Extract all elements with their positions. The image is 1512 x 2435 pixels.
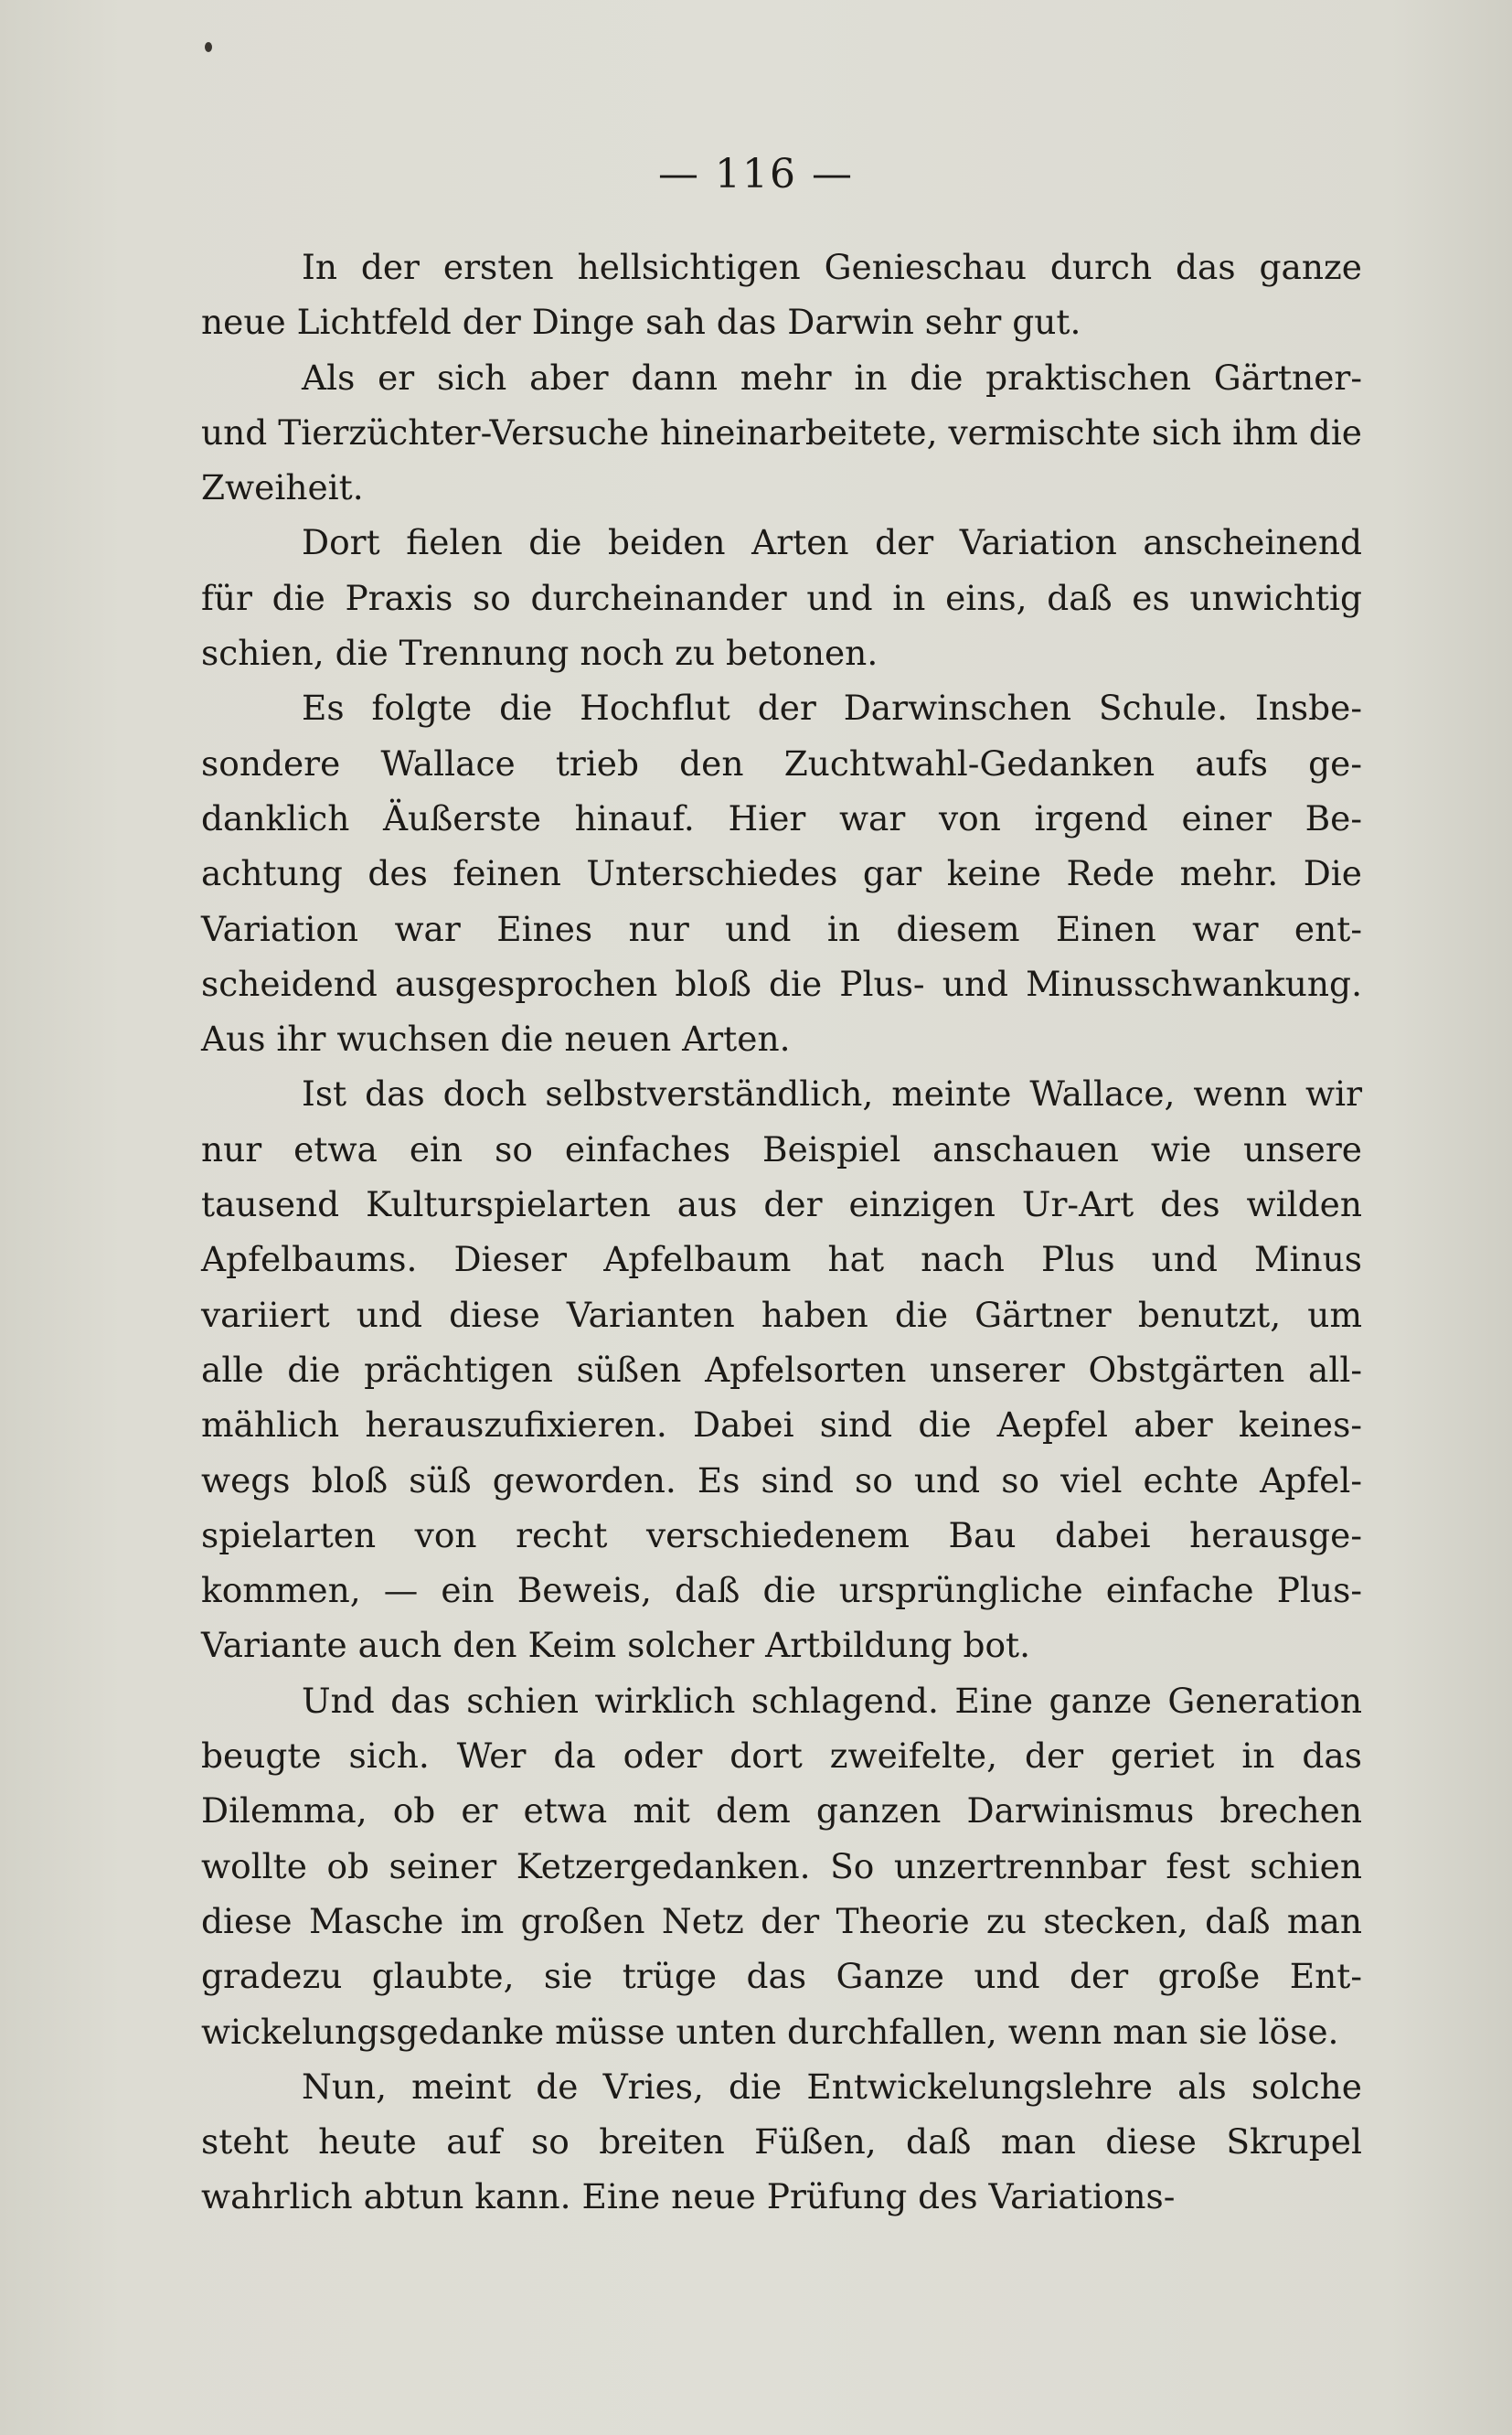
text-line: neue Lichtfeld der Dinge sah das Darwin sehr gut. — [201, 302, 1081, 343]
text-line: variiert und diese Varianten haben die Gärtner benutzt, um — [201, 1294, 1362, 1335]
text-line: steht heute auf so breiten Füßen, daß man diese Skrupel — [201, 2121, 1362, 2163]
text-line: für die Praxis so durcheinander und in eins, daß es unwichtig — [201, 577, 1362, 618]
text-line: sondere Wallace trieb den Zuchtwahl-Gedanken aufs ge- — [201, 742, 1362, 784]
text-line: Variante auch den Keim solcher Artbildung bot. — [201, 1625, 1031, 1666]
paragraph — [201, 680, 1362, 1066]
text-line: Nun, meint de Vries, die Entwickelungslehre als solche — [302, 2066, 1362, 2107]
text-line: kommen, — ein Beweis, daß die ursprüngliche einfache Plus- — [201, 1570, 1362, 1611]
text-line: Zweiheit. — [201, 467, 364, 508]
text-line: danklich Äußerste hinauf. Hier war von irgend einer Be- — [201, 797, 1362, 838]
paragraph — [201, 515, 1362, 680]
text-line: Ist das doch selbstverständlich, meinte Wallace, wenn wir — [302, 1073, 1362, 1115]
text-line: scheidend ausgesprochen bloß die Plus- und Minusschwankung. — [201, 963, 1362, 1004]
text-line: wollte ob seiner Ketzergedanken. So unzertrennbar fest schien — [201, 1845, 1362, 1886]
text-line: diese Masche im großen Netz der Theorie zu stecken, daß man — [201, 1900, 1362, 1941]
text-line: Aus ihr wuchsen die neuen Arten. — [201, 1019, 791, 1060]
text-line: wahrlich abtun kann. Eine neue Prüfung des Variations- — [201, 2176, 1176, 2217]
text-line: Dilemma, ob er etwa mit dem ganzen Darwinismus brechen — [201, 1790, 1362, 1832]
paragraph — [201, 1066, 1362, 1672]
text-line: spielarten von recht verschiedenem Bau dabei herausge- — [201, 1514, 1362, 1555]
text-line: Und das schien wirklich schlagend. Eine ganze Generation — [302, 1680, 1362, 1721]
text-line: Apfelbaums. Dieser Apfelbaum hat nach Plus und Minus — [201, 1239, 1362, 1280]
text-line: gradezu glaubte, sie trüge das Ganze und der große Ent- — [201, 1956, 1362, 1997]
page-number: — 116 — — [658, 151, 854, 198]
text-line: beugte sich. Wer da oder dort zweifelte, der geriet in das — [201, 1735, 1362, 1777]
paragraph — [201, 350, 1362, 516]
text-line: Dort fielen die beiden Arten der Variation anscheinend — [302, 522, 1362, 563]
text-line: alle die prächtigen süßen Apfelsorten unserer Obstgärten all- — [201, 1349, 1362, 1390]
text-line: Variation war Eines nur und in diesem Einen war ent- — [201, 908, 1362, 949]
text-line: achtung des feinen Unterschiedes gar keine Rede mehr. Die — [201, 853, 1362, 894]
body-text — [201, 240, 1362, 2225]
paragraph — [201, 1673, 1362, 2059]
text-line: tausend Kulturspielarten aus der einzigen Ur-Art des wilden — [201, 1184, 1362, 1225]
paragraph — [201, 2059, 1362, 2225]
ink-speck — [205, 42, 212, 52]
text-line: Es folgte die Hochflut der Darwinschen Schule. Insbe- — [302, 688, 1362, 729]
text-line: mählich herauszufixieren. Dabei sind die Aepfel aber keines- — [201, 1404, 1362, 1446]
text-line: nur etwa ein so einfaches Beispiel anschauen wie unsere — [201, 1128, 1362, 1169]
text-line: wegs bloß süß geworden. Es sind so und so viel echte Apfel- — [201, 1459, 1362, 1501]
text-line: In der ersten hellsichtigen Genieschau durch das ganze — [302, 247, 1362, 287]
paragraph — [201, 240, 1362, 350]
text-line: schien, die Trennung noch zu betonen. — [201, 633, 878, 674]
text-line: wickelungsgedanke müsse unten durchfallen, wenn man sie löse. — [201, 2011, 1339, 2052]
text-line: Als er sich aber dann mehr in die praktischen Gärtner- — [302, 357, 1362, 398]
text-line: und Tierzüchter-Versuche hineinarbeitete, vermischte sich ihm die — [201, 411, 1363, 453]
